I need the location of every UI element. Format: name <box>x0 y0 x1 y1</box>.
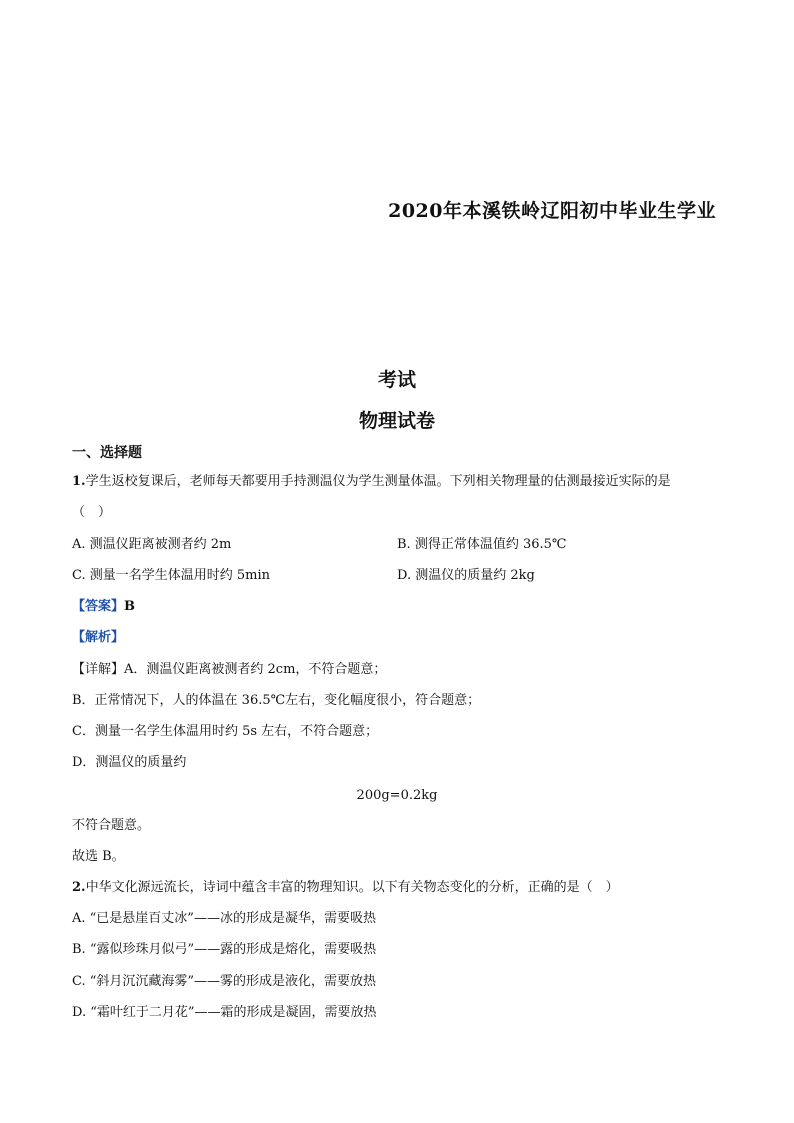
detail-label: 【详解】 <box>72 662 125 677</box>
detail-line-c: C．测量一名学生体温用时约 5s 左右，不符合题意； <box>72 724 379 739</box>
q2-stem-text: 中华文化源远流长，诗词中蕴含丰富的物理知识。以下有关物态变化的分析，正确的是（ ） <box>85 880 619 895</box>
q2-option-d: D. “霜叶红于二月花”——霜的形成是凝固，需要放热 <box>72 1005 377 1020</box>
q1-option-d: D. 测温仪的质量约 2kg <box>397 568 535 583</box>
q1-option-b: B. 测得正常体温值约 36.5℃ <box>397 537 567 552</box>
q1-option-a: A. 测温仪距离被测者约 2m <box>72 537 232 552</box>
answer-value: B <box>124 599 136 614</box>
q1-option-c: C. 测量一名学生体温用时约 5min <box>72 568 271 583</box>
q2-option-c: C. “斜月沉沉藏海雾”——雾的形成是液化，需要放热 <box>72 974 377 989</box>
q1-answer <box>72 600 135 613</box>
detail-line-d: D．测温仪的质量约 <box>72 755 187 770</box>
detail-line-a <box>72 663 386 676</box>
exam-title-line3: 物理试卷 <box>358 410 435 432</box>
q1-stem-line1 <box>72 475 671 488</box>
exam-title-line2: 考试 <box>377 369 416 391</box>
q1-stem-line2: （ ） <box>72 505 112 520</box>
q2-number: 2. <box>72 880 86 895</box>
section-title: 一、选择题 <box>72 445 142 461</box>
q1-number: 1. <box>72 474 86 489</box>
detail-text-a: A．测温仪距离被测者约 2cm，不符合题意； <box>124 662 387 677</box>
q2-option-b: B. “露似珍珠月似弓”——露的形成是熔化，需要吸热 <box>72 942 377 957</box>
q2-stem <box>72 881 619 894</box>
conclusion-line: 不符合题意。 <box>72 818 151 833</box>
choice-line: 故选 B。 <box>72 849 125 864</box>
q1-stem-text: 学生返校复课后，老师每天都要用手持测温仪为学生测量体温。下列相关物理量的估测最接近实际的是 <box>85 474 671 489</box>
detail-line-b: B．正常情况下，人的体温在 36.5℃左右，变化幅度很小，符合题意； <box>72 693 481 708</box>
analysis-label: 【解析】 <box>72 630 125 645</box>
exam-title-line1: 2020年本溪铁岭辽阳初中毕业生学业 <box>388 200 716 222</box>
formula: 200g=0.2kg <box>356 788 438 803</box>
q2-option-a: A. “已是悬崖百丈冰”——冰的形成是凝华，需要吸热 <box>72 911 376 926</box>
answer-label: 【答案】 <box>72 599 125 614</box>
